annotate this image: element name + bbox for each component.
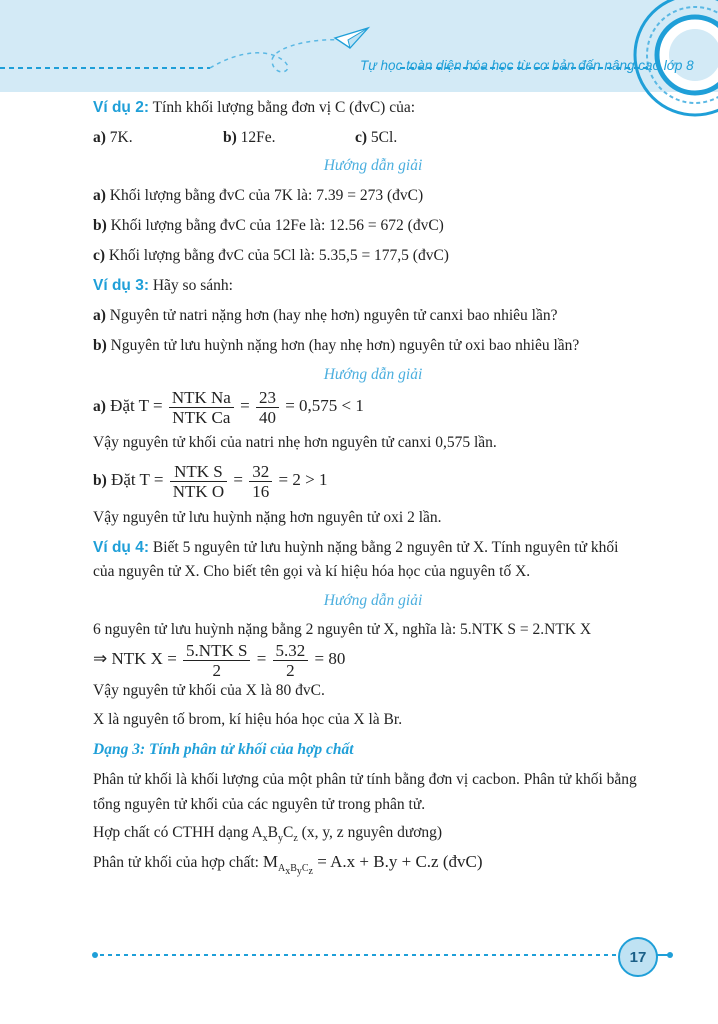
frac-num: NTK Na <box>169 388 234 408</box>
mass-expression: = A.x + B.y + C.z (đvC) <box>313 852 483 871</box>
example4-label: Ví dụ 4: <box>93 539 149 556</box>
opt-b: 12Fe. <box>236 129 276 146</box>
ans-b-key: b) <box>93 217 107 234</box>
sol-a-tail: = 0,575 < 1 <box>285 396 364 415</box>
sol-a-key: a) <box>93 398 106 415</box>
section3-para2: tổng nguyên tử khối của các nguyên tử trong phân tử. <box>93 796 426 813</box>
ans-b-text: Khối lượng bằng đvC của 12Fe là: 12.56 = 672 (đvC) <box>106 217 444 234</box>
frac-num: 23 <box>256 388 279 408</box>
header-title: Tự học toàn diện hóa học từ cơ bản đến nâng cao lớp 8 <box>360 58 694 73</box>
q-a-key: a) <box>93 307 106 324</box>
frac-den: 2 <box>212 660 221 680</box>
example4-guide-heading: Hướng dẫn giải <box>323 592 423 609</box>
section3-para1: Phân tử khối là khối lượng của một phân tử tính bằng đơn vị cacbon. Phân tử khối bằng <box>93 771 637 788</box>
calc-tail: = 80 <box>314 649 346 668</box>
opt-c-key: c) <box>355 129 368 146</box>
sol-b-prefix: Đặt T = <box>106 470 164 489</box>
calc-prefix: ⇒ NTK X = <box>93 649 177 668</box>
q-b-key: b) <box>93 337 107 354</box>
example4-line1: 6 nguyên tử lưu huỳnh nặng bằng 2 nguyên tử X, nghĩa là: 5.NTK S = 2.NTK X <box>93 621 592 638</box>
example3-text: Hãy so sánh: <box>148 277 233 294</box>
q-a-text: Nguyên tử natri nặng hơn (hay nhẹ hơn) nguyên tử canxi bao nhiêu lần? <box>105 307 558 324</box>
sol-b-tail: = 2 > 1 <box>278 470 328 489</box>
q-b-text: Nguyên tử lưu huỳnh nặng hơn (hay nhẹ hơn) nguyên tử oxi bao nhiêu lần? <box>106 337 580 354</box>
opt-b-key: b) <box>223 129 237 146</box>
example2-guide-heading: Hướng dẫn giải <box>323 157 423 174</box>
frac-den: 2 <box>286 660 295 680</box>
example3-conclusion-a: Vậy nguyên tử khối của natri nhẹ hơn nguyên tử canxi 0,575 lần. <box>93 434 497 451</box>
example3-label: Ví dụ 3: <box>93 277 149 294</box>
ans-c-text: Khối lượng bằng đvC của 5Cl là: 5.35,5 = 177,5 (đvC) <box>105 247 449 264</box>
example3-conclusion-b: Vậy nguyên tử lưu huỳnh nặng hơn nguyên tử oxi 2 lần. <box>93 509 442 526</box>
example4-conclusion2: X là nguyên tố brom, kí hiệu hóa học của X là Br. <box>93 711 403 728</box>
sol-b-key: b) <box>93 472 107 489</box>
mass-symbol: $M_{A_xB_yC_z}$ <box>262 852 313 878</box>
frac-num: NTK S <box>170 462 227 482</box>
section3-title: Dạng 3: Tính phân tử khối của hợp chất <box>93 741 354 758</box>
example4-calc: ⇒ NTK X = $\frac{\text{5.NTK S}}{2}$ = $\frac{5.32}{2}$ = 80 <box>93 640 346 680</box>
frac-num: 5.NTK S <box>183 641 250 661</box>
frac-den: 40 <box>258 407 276 427</box>
ans-a-key: a) <box>93 187 106 204</box>
frac-den: NTK Ca <box>172 407 231 427</box>
example2-text: Tính khối lượng bằng đơn vị C (đvC) của: <box>148 99 416 116</box>
frac-num: 32 <box>249 462 272 482</box>
frac-num: 5.32 <box>273 641 309 661</box>
example4-text2: của nguyên tử X. Cho biết tên gọi và kí hiệu hóa học của nguyên tố X. <box>93 563 531 580</box>
opt-c: 5Cl. <box>367 129 398 146</box>
formula-axbycz: $A_xB_yC_z$ <box>251 824 298 845</box>
example3-solution-b: b) Đặt T = $\frac{\text{NTK S}}{\text{NTK O}}$ = $\frac{32}{16}$ = 2 > 1 <box>93 461 328 501</box>
example4-conclusion1: Vậy nguyên tử khối của X là 80 đvC. <box>93 682 325 699</box>
page-number: 17 <box>618 937 658 977</box>
frac-den: NTK O <box>172 481 225 501</box>
formula-intro: Hợp chất có CTHH dạng <box>93 824 252 841</box>
example3-guide-heading: Hướng dẫn giải <box>323 366 423 383</box>
example3-solution-a: a) Đặt T = $\frac{\text{NTK Na}}{\text{NTK Ca}}$ = $\frac{23}{40}$ = 0,575 < 1 <box>93 387 364 427</box>
opt-a-key: a) <box>93 129 106 146</box>
mass-intro: Phân tử khối của hợp chất: <box>93 854 263 871</box>
example4-text1: Biết 5 nguyên tử lưu huỳnh nặng bằng 2 nguyên tử X. Tính nguyên tử khối <box>148 539 619 556</box>
opt-a: 7K. <box>105 129 133 146</box>
example2-label: Ví dụ 2: <box>93 99 149 116</box>
frac-den: 16 <box>252 481 270 501</box>
ans-c-key: c) <box>93 247 106 264</box>
ans-a-text: Khối lượng bằng đvC của 7K là: 7.39 = 273 (đvC) <box>105 187 424 204</box>
formula-tail: (x, y, z nguyên dương) <box>297 824 443 841</box>
sol-a-prefix: Đặt T = <box>105 396 163 415</box>
